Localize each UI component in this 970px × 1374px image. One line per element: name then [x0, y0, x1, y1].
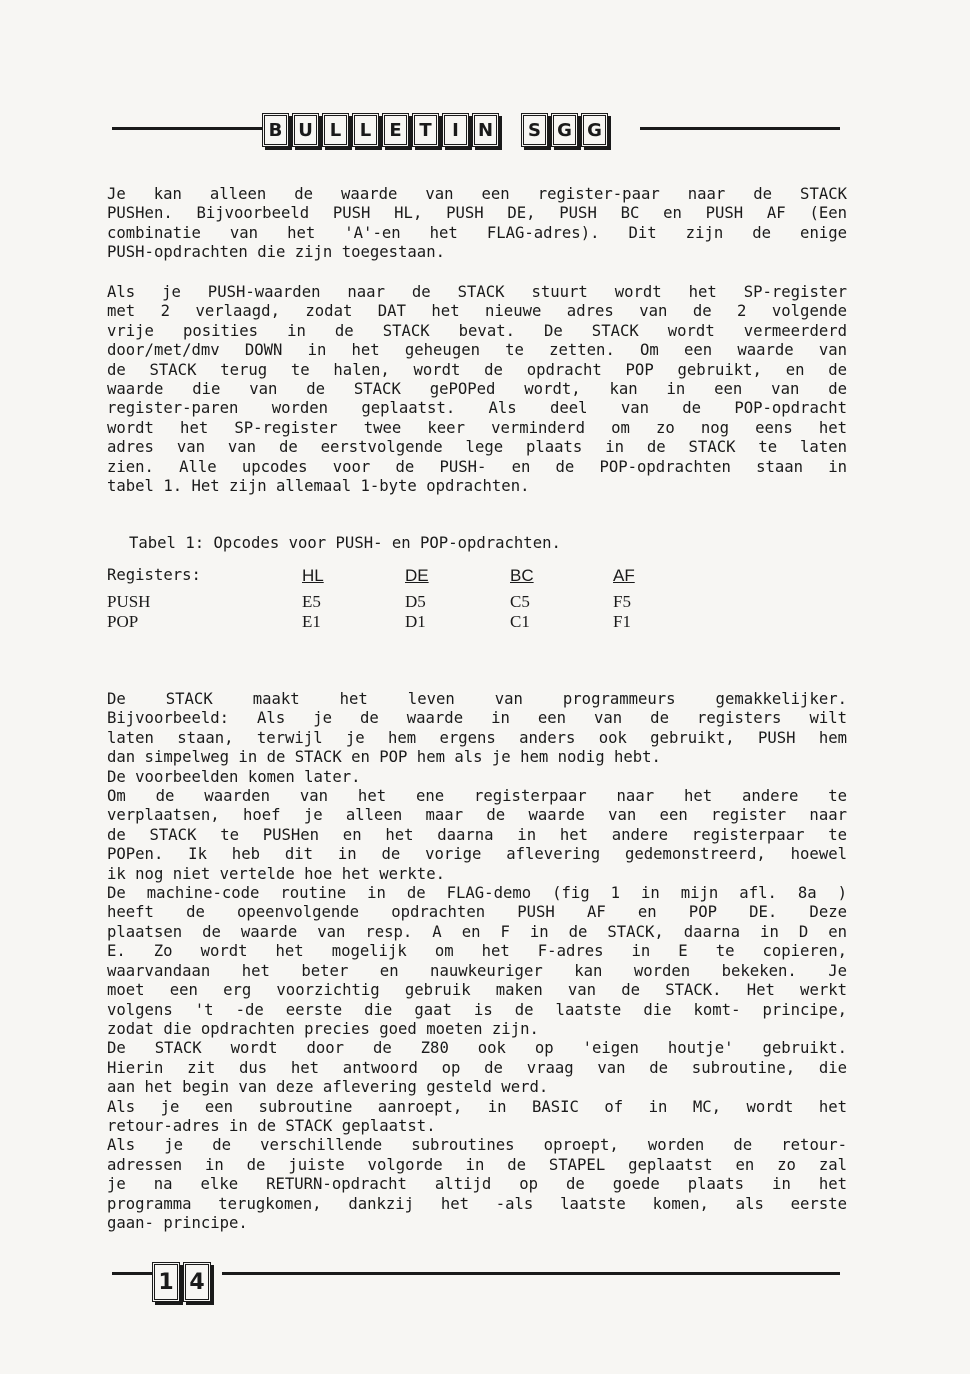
logo-letter: E	[382, 113, 409, 147]
logo-letter: L	[322, 113, 349, 147]
text-line: tabel 1. Het zijn allemaal 1-byte opdrachten.	[107, 477, 530, 496]
logo-letter: I	[442, 113, 469, 147]
logo-letter: U	[292, 113, 319, 147]
text-line: register-paren worden geplaatst. Als deel van de POP-opdracht	[107, 399, 847, 418]
text-line: Je kan alleen de waarde van een register-paar naar de STACK	[107, 185, 847, 203]
text-line: zodat die opdrachten precies goed moeten zijn.	[107, 1019, 539, 1038]
logo-letter: B	[262, 113, 289, 147]
text-line: Hierin zit dus het antwoord op de vraag van de subroutine, die	[107, 1058, 847, 1077]
text-line: je na elke RETURN-opdracht altijd op de goede plaats in het	[107, 1175, 847, 1194]
text-line: plaatsen de waarde van resp. A en F in de STACK, daarna in D en	[107, 922, 847, 941]
text-line: door/met/dmv DOWN in het geheugen te zetten. Om een waarde van	[107, 341, 847, 360]
sp-register-paragraph	[107, 283, 847, 496]
text-line: waarvandaan het beter en nauwkeuriger kan worden bekeken. Je	[107, 961, 847, 980]
text-line: met 2 verlaagd, zodat DAT het nieuwe adres van de 2 volgende	[107, 302, 847, 321]
header-rule-right	[640, 127, 840, 130]
table-header-row	[107, 566, 847, 586]
table-cell: F1	[613, 612, 631, 631]
text-line: De STACK wordt door de Z80 ook op 'eigen houtje' gebruikt.	[107, 1039, 847, 1058]
bulletin-sgg-logo	[262, 113, 608, 147]
text-line: De STACK maakt het leven van programmeurs gemakkelijker.	[107, 690, 847, 708]
table-caption: Tabel 1: Opcodes voor PUSH- en POP-opdrachten.	[129, 534, 561, 552]
text-line: waarde die van de STACK gePOPed wordt, kan in een van de	[107, 380, 847, 399]
text-line: heeft de opeenvolgende opdrachten PUSH AF en POP DE. Deze	[107, 903, 847, 922]
footer-rule-right	[222, 1272, 840, 1275]
text-line: volgens 't -de eerste die gaat is de laatste die komt- principe,	[107, 1000, 847, 1019]
page-digit: 1	[152, 1262, 180, 1302]
table-cell: F5	[613, 592, 631, 611]
stack-usage-paragraph	[107, 690, 847, 1233]
opcode-table	[107, 534, 847, 632]
text-line: Bijvoorbeeld: Als je de waarde in een van de registers wilt	[107, 709, 847, 728]
text-line: aan het begin van deze aflevering gesteld werd.	[107, 1078, 549, 1097]
table-column-header: HL	[302, 566, 324, 585]
text-line: retour-adres in de STACK geplaatst.	[107, 1116, 436, 1135]
text-line: de STACK te PUSHen en het daarna in het andere registerpaar te	[107, 825, 847, 844]
text-line: laten staan, terwijl je hem ergens anders ook gebruikt, PUSH hem	[107, 728, 847, 747]
text-line: De voorbeelden komen later.	[107, 767, 361, 786]
text-line: zien. Alle upcodes voor de PUSH- en de POP-opdrachten staan in	[107, 457, 847, 476]
intro-paragraph	[107, 185, 847, 263]
text-line: verplaatsen, hoef je alleen maar de waarde van een register naar	[107, 806, 847, 825]
table-row-label: PUSH	[107, 592, 151, 611]
text-line: programma terugkomen, dankzij het -als laatste komen, als eerste	[107, 1194, 847, 1213]
page-number	[152, 1262, 211, 1302]
text-line: vrije posities in de STACK bevat. De STACK wordt vermeerderd	[107, 321, 847, 340]
text-line: PUSH-opdrachten die zijn toegestaan.	[107, 243, 445, 262]
header-rule-left	[112, 127, 262, 130]
table-cell: D5	[405, 592, 426, 611]
logo-letter: T	[412, 113, 439, 147]
table-cell: C5	[510, 592, 530, 611]
logo-letter: L	[352, 113, 379, 147]
table-row	[107, 612, 847, 632]
text-line: combinatie van het 'A'-en het FLAG-adres). Dit zijn de enige	[107, 223, 847, 242]
footer-rule-left	[112, 1272, 152, 1275]
table-cell: D1	[405, 612, 426, 631]
text-line: Als je PUSH-waarden naar de STACK stuurt wordt het SP-register	[107, 283, 847, 301]
table-column-header: AF	[613, 566, 635, 585]
logo-letter: G	[581, 113, 608, 147]
table-cell: E5	[302, 592, 321, 611]
text-line: Als je een subroutine aanroept, in BASIC of in MC, wordt het	[107, 1097, 847, 1116]
page-digit: 4	[183, 1262, 211, 1302]
text-line: PUSHen. Bijvoorbeeld PUSH HL, PUSH DE, PUSH BC en PUSH AF (Een	[107, 204, 847, 223]
text-line: POPen. Ik heb dit in de vorige aflevering gedemonstreerd, hoewel	[107, 845, 847, 864]
table-column-header: BC	[510, 566, 534, 585]
logo-spacer	[502, 113, 518, 147]
text-line: E. Zo wordt het mogelijk om het F-adres in E te copieren,	[107, 942, 847, 961]
logo-letter: G	[551, 113, 578, 147]
text-line: De machine-code routine in de FLAG-demo (fig 1 in mijn afl. 8a )	[107, 884, 847, 903]
table-cell: C1	[510, 612, 530, 631]
table-cell: E1	[302, 612, 321, 631]
text-line: gaan- principe.	[107, 1213, 248, 1232]
logo-letter: N	[472, 113, 499, 147]
text-line: dan simpelweg in de STACK en POP hem als je hem nodig hebt.	[107, 748, 661, 767]
text-line: adres van van de eerstvolgende lege plaats in de STACK te laten	[107, 438, 847, 457]
text-line: ik nog niet vertelde hoe het werkte.	[107, 864, 445, 883]
table-row-label: POP	[107, 612, 139, 631]
text-line: Om de waarden van het ene registerpaar naar het andere te	[107, 787, 847, 806]
table-column-header: DE	[405, 566, 429, 585]
table-row	[107, 592, 847, 612]
text-line: de STACK terug te halen, wordt de opdracht POP gebruikt, en de	[107, 360, 847, 379]
text-line: Als je de verschillende subroutines oproept, worden de retour-	[107, 1136, 847, 1155]
text-line: adressen in de juiste volgorde in de STAPEL geplaatst en zo zal	[107, 1155, 847, 1174]
text-line: wordt het SP-register twee keer verminderd om zo nog eens het	[107, 418, 847, 437]
table-header-label: Registers:	[107, 566, 201, 584]
logo-letter: S	[521, 113, 548, 147]
text-line: moet een erg voorzichtig gebruik maken van de STACK. Het werkt	[107, 981, 847, 1000]
